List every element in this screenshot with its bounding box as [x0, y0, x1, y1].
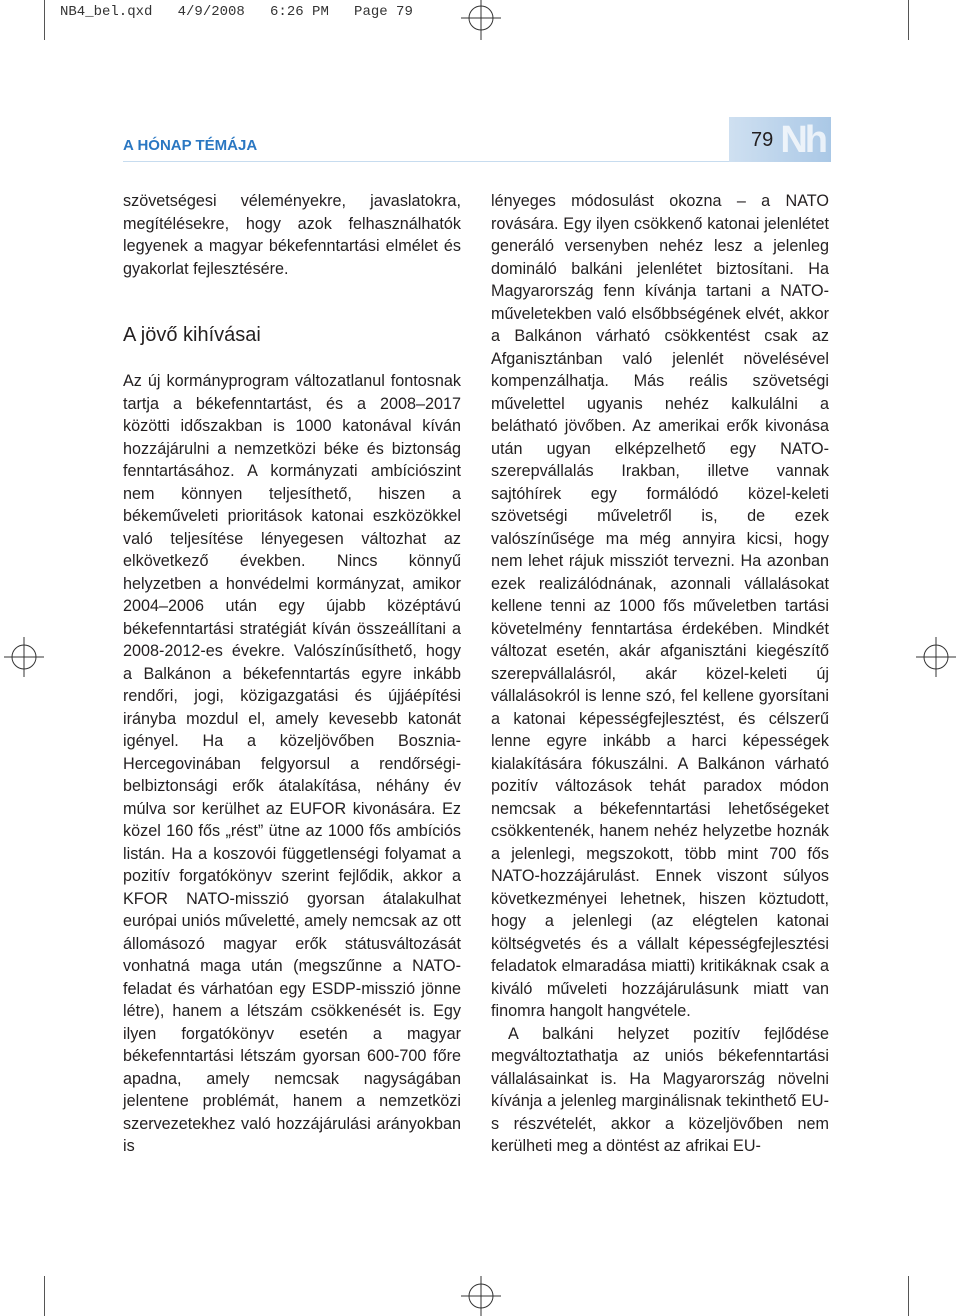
registration-mark-bottom-icon [461, 1276, 501, 1316]
left-column [123, 190, 461, 280]
registration-mark-top-icon [461, 0, 501, 40]
print-slug: NB4_bel.qxd 4/9/2008 6:26 PM Page 79 [60, 4, 413, 20]
body-paragraph: Az új kormányprogram változatlanul fontosnak tartja a békefenntartást, és a 2008–2017 közötti időszakban is 1000 katonával kíván hozzájárulni a nemzetközi béke és biztonság fenntartásához. A kormányzati ambíciószint nem könnyen teljesíthető, hiszen a békeműveleti prioritások katonai eszközökkel való teljesítése lényegesen változhat az elkövetkező években. Nincs könnyű helyzetben a honvédelmi kormányzat, amikor 2004–2006 után egy újabb középtávú békefenntartási stratégiát kíván összeállítani a 2008-2012-es évekre. Valószínűsíthető, hogy a Balkánon a békefenntartás egyre inkább rendőri, jogi, közigazgatási és újjáépítési irányba mozdul el, amely kevesebb katonát igényel. Ha a közeljövőben Bosznia-Hercegovinában felgyorsul a rendőrségi-belbiztonsági erők átalakítása, néhány év múlva sor kerülhet az EUFOR kivonására. Ez közel 160 fős „rést” ütne az 1000 fős ambíciós listán. Ha a koszovói függetlenségi folyamat a pozitív forgatókönyv szerint fejlődik, akkor a KFOR NATO-misszió gyorsan átalakulhat európai uniós műveletté, amely nemcsak az ott állomásozó magyar erők státusváltozását vonhatná maga után (megszűnne a NATO-feladat és várhatóan egy ESDP-misszió jönne létre), hanem a létszám csökkenését is. Egy ilyen forgatókönyv esetén a magyar békefenntartási létszám gyorsan 600-700 főre apadna, amely nemcsak nagyságában jelentene problémát, hanem a nemzetközi szervezetekhez való hozzájárulási arányokban is [123, 372, 461, 1155]
header-rule [123, 161, 831, 162]
right-paragraph-2: A balkáni helyzet pozitív fejlődése megváltoztathatja az uniós békefenntartási vállalásainkat is. Ha Magyarország növelni kívánja a jelenleg marginálisnak tekinthető EU-s részvételét, akkor a közeljövőben nem kerülheti meg a döntést az afrikai EU- [491, 1024, 829, 1155]
crop-mark-bottom-left [44, 1276, 45, 1316]
crop-mark-top-right [908, 0, 909, 40]
right-paragraph-1: lényeges módosulást okozna – a NATO rovására. Egy ilyen csökkenő katonai jelenlétet generáló versenyben nehéz lesz a jelenleg domináló balkáni jelenlétet biztosítani. Ha Magyarország fenn kívánja tartani a NATO-műveletekben való elsőbbségének elvét, akkor a Balkánon várható csökkentést csak az Afganisztánban való jelenlét növelésével kompenzálhatja. Más reális szövetségi művelettel ugyanis nehéz kalkulálni a belátható jövőben. Az amerikai erők kivonása után ugyan elképzelhető egy NATO-szerepvállalás Irakban, illetve vannak sajtóhírek egy formálódó közel-keleti szövetségi műveletről is, de ezek valószínűsége ma még annyira kicsi, hogy nem lehet rájuk missziót tervezni. Ha azonban ezek realizálódnának, azonnali vállalásokat kellene tenni az 1000 fős műveletben tartási követelmény fenntartása érdekében. Mindkét változat esetén, akár afganisztáni kiegészítő szerepvállalásról, akár közel-keleti új vállalásokról is lenne szó, fel kellene gyorsítani a katonai képességfejlesztést, és célszerű lenne egyre inkább a harci képességek kialakítására fókuszálni. A Balkánon várható pozitív változások tehát paradox módon nemcsak a békefenntartási lehetőségeket csökkentenék, hanem nehéz helyzetbe hoznák a jelenlegi, megszokott, több mint 700 fős NATO-hozzájárulást. Ennek viszont súlyos következményei lehetnek, hiszen köztudott, hogy a jelenlegi (az elégtelen katonai költségvetés és a vállalt képességfejlesztési feladatok elmaradása miatti) kritikáknak csak a kiváló műveleti hozzájárulásunk miatt van finomra hangolt hangvétele. [491, 192, 829, 1020]
section-title: A HÓNAP TÉMÁJA [123, 137, 258, 154]
crop-mark-bottom-right [908, 1276, 909, 1316]
registration-mark-right-icon [916, 637, 956, 677]
subheading: A jövő kihívásai [123, 324, 261, 346]
intro-paragraph: szövetségesi véleményekre, javaslatokra, megítélésekre, hogy azok felhasználhatók legyenek a magyar békefenntartási elmélet és gyakorlat fejlesztésére. [123, 192, 461, 278]
journal-logo-icon: Nh [780, 119, 825, 161]
page-number-tab [729, 117, 831, 162]
registration-mark-left-icon [4, 637, 44, 677]
left-column-body [123, 370, 461, 1158]
crop-mark-top-left [44, 0, 45, 40]
page-number: 79 [751, 129, 774, 151]
right-column [491, 190, 829, 1158]
